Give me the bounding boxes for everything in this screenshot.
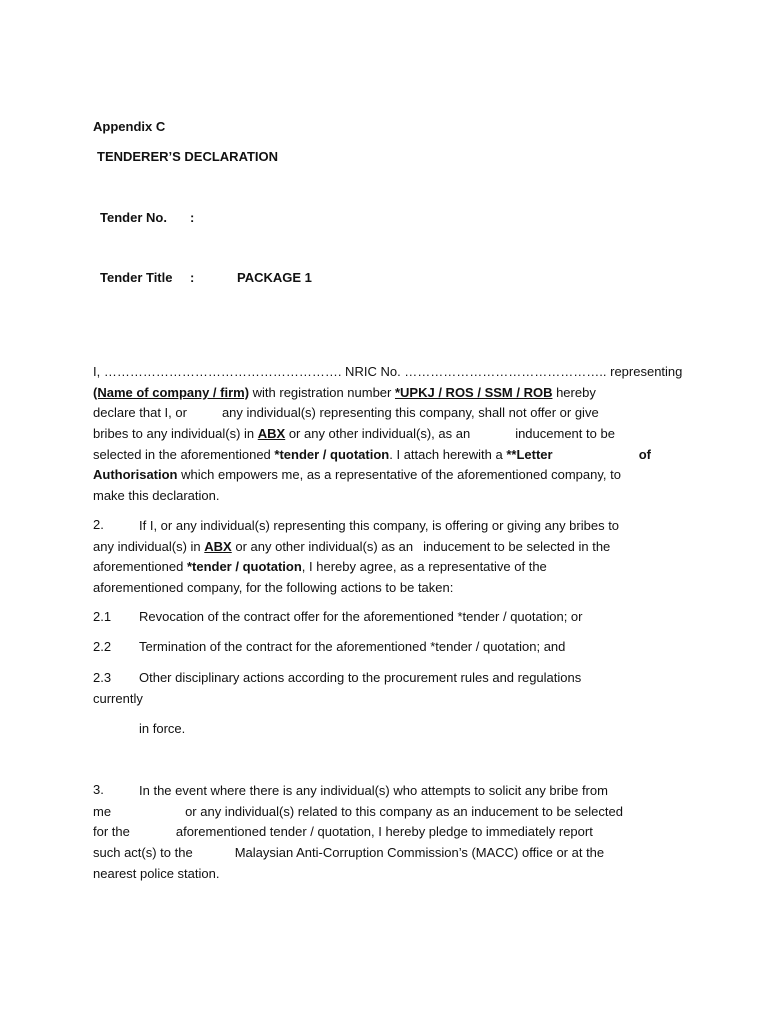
p1-line-7: make this declaration. [93, 488, 220, 504]
tender-title-value: PACKAGE 1 [237, 270, 312, 285]
declaration-paragraph-3 [93, 781, 671, 884]
p1-line-6: Authorisation which empowers me, as a representative of the aforementioned company, to [93, 467, 621, 483]
page-title: TENDERER’S DECLARATION [97, 149, 279, 164]
p2-line-4: aforementioned company, for the following actions to be taken: [93, 580, 454, 596]
item-2-2-text: Termination of the contract for the aforementioned *tender / quotation; and [139, 639, 566, 654]
registration-type: *UPKJ / ROS / SSM / ROB [394, 384, 553, 400]
declaration-paragraph-2 [93, 516, 671, 599]
p3-line-1: In the event where there is any individual(s) who attempts to solicit any bribe from [139, 783, 608, 798]
p1-line-3: declare that I, or any individual(s) representing this company, shall not offer or give [93, 405, 599, 421]
p2-number: 2. [93, 517, 104, 532]
p3-number: 3. [93, 782, 104, 797]
company-name-placeholder: (Name of company / firm) [93, 384, 250, 400]
tender-no-colon: : [190, 210, 195, 225]
tender-title-colon: : [190, 270, 195, 285]
tender-no-label: Tender No. [100, 210, 167, 225]
abx-label: ABX [257, 426, 286, 442]
item-2-3-continued-2: in force. [139, 721, 186, 736]
item-2-3-text: Other disciplinary actions according to the procurement rules and regulations [139, 670, 582, 685]
p3-line-3: for the aforementioned tender / quotation, I hereby pledge to immediately report [93, 824, 593, 840]
item-2-1-number: 2.1 [93, 609, 112, 624]
item-2-2-number: 2.2 [93, 639, 112, 654]
p1-line-1: I, ………………………………………………. NRIC No. ……………………………………….. representing [93, 364, 683, 379]
p1-line-5: selected in the aforementioned *tender / quotation. I attach herewith a **Letter of [93, 446, 651, 462]
p3-line-2: me or any individual(s) related to this company as an inducement to be selected [93, 803, 623, 819]
p2-line-2: any individual(s) in ABX or any other individual(s) as an inducement to be selected in the [93, 538, 611, 554]
appendix-label: Appendix C [93, 119, 166, 134]
p3-line-5: nearest police station. [93, 865, 220, 881]
tender-title-label: Tender Title [100, 270, 173, 285]
p2-line-3: aforementioned *tender / quotation, I hereby agree, as a representative of the [93, 559, 547, 575]
abx-label: ABX [204, 538, 232, 554]
p1-line-4: bribes to any individual(s) in ABX or any other individual(s), as an inducement to be [93, 426, 615, 442]
p3-line-4: such act(s) to the Malaysian Anti-Corruption Commission’s (MACC) office or at the [93, 845, 605, 861]
item-2-1-text: Revocation of the contract offer for the aforementioned *tender / quotation; or [139, 609, 583, 624]
p1-line-2: (Name of company / firm) with registration number *UPKJ / ROS / SSM / ROB hereby [93, 384, 596, 400]
p2-line-1: If I, or any individual(s) representing this company, is offering or giving any bribes to [139, 518, 620, 533]
declaration-paragraph-1 [93, 362, 683, 507]
item-2-3-continued: currently [93, 691, 143, 706]
item-2-3-number: 2.3 [93, 670, 112, 685]
